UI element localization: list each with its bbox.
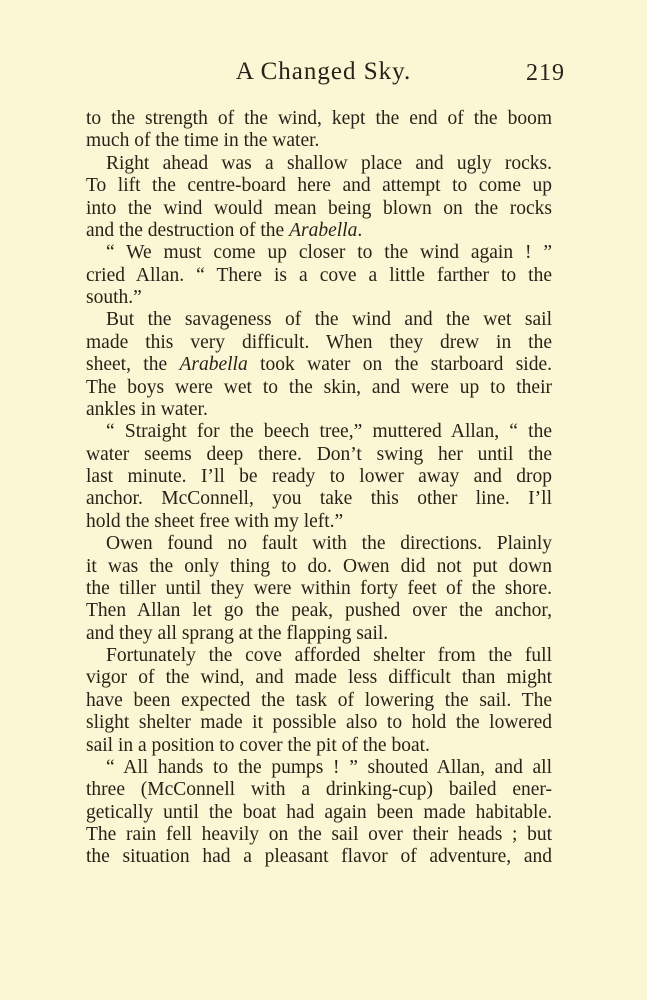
text-line: Right ahead was a shallow place and ugly rocks.	[106, 152, 552, 174]
body-text	[86, 108, 552, 869]
text-line: have been expected the task of lowering the sail. The	[86, 689, 552, 711]
text-line: last minute. I’ll be ready to lower away and drop	[86, 466, 552, 487]
text-line: anchor. McConnell, you take this other line. I’ll	[86, 488, 552, 510]
text-line: To lift the centre-board here and attempt to come up	[86, 175, 552, 197]
text-line: hold the sheet free with my left.”	[86, 510, 344, 532]
line-text: and the destruction of the	[86, 219, 290, 241]
text-line: The boys were wet to the skin, and were up to their	[86, 376, 552, 398]
text-line: south.”	[86, 287, 142, 308]
text-line: water seems deep there. Don’t swing her until the	[86, 443, 552, 465]
text-line: into the wind would mean being blown on the rocks	[86, 197, 552, 219]
text-line: and they all sprang at the flapping sail.	[86, 622, 389, 644]
text-line: The rain fell heavily on the sail over their heads ; but	[86, 824, 552, 845]
text-line: sail in a position to cover the pit of the boat.	[86, 734, 430, 756]
line-text: .	[357, 219, 363, 241]
text-line: getically until the boat had again been made habitable.	[86, 801, 552, 823]
running-title: A Changed Sky.	[235, 58, 412, 85]
text-line: Then Allan let go the peak, pushed over the anchor,	[86, 600, 552, 622]
boat-name-italic: Arabella	[179, 354, 248, 376]
page-number: 219	[526, 60, 565, 86]
text-line: slight shelter made it possible also to hold the lowered	[86, 712, 552, 734]
text-line: made this very difficult. When they drew in the	[86, 331, 552, 353]
text-line: But the savageness of the wind and the wet sail	[106, 309, 552, 331]
text-line: vigor of the wind, and made less difficult than might	[86, 667, 552, 689]
text-line: much of the time in the water.	[86, 130, 320, 152]
text-line: the tiller until they were within forty feet of the shore.	[86, 577, 552, 599]
text-line: “ We must come up closer to the wind again ! ”	[106, 242, 552, 264]
page-header	[0, 58, 647, 94]
text-line: Owen found no fault with the directions. Plainly	[106, 533, 552, 555]
text-line: “ All hands to the pumps ! ” shouted Allan, and all	[106, 756, 552, 778]
text-line	[86, 220, 552, 242]
text-line: Fortunately the cove afforded shelter from the full	[106, 645, 552, 666]
text-line: the situation had a pleasant flavor of adventure, and	[86, 846, 552, 868]
text-line	[86, 354, 552, 376]
line-text: took water on the starboard side.	[247, 354, 553, 376]
text-line: “ Straight for the beech tree,” muttered Allan, “ the	[106, 421, 552, 443]
text-line: ankles in water.	[86, 398, 208, 420]
boat-name-italic: Arabella	[289, 219, 358, 241]
text-line: three (McConnell with a drinking-cup) bailed ener-	[86, 779, 552, 801]
text-line: to the strength of the wind, kept the end of the boom	[86, 108, 552, 129]
line-text: sheet, the	[86, 354, 180, 376]
text-line: it was the only thing to do. Owen did not put down	[86, 555, 552, 577]
text-line: cried Allan. “ There is a cove a little farther to the	[86, 264, 552, 286]
